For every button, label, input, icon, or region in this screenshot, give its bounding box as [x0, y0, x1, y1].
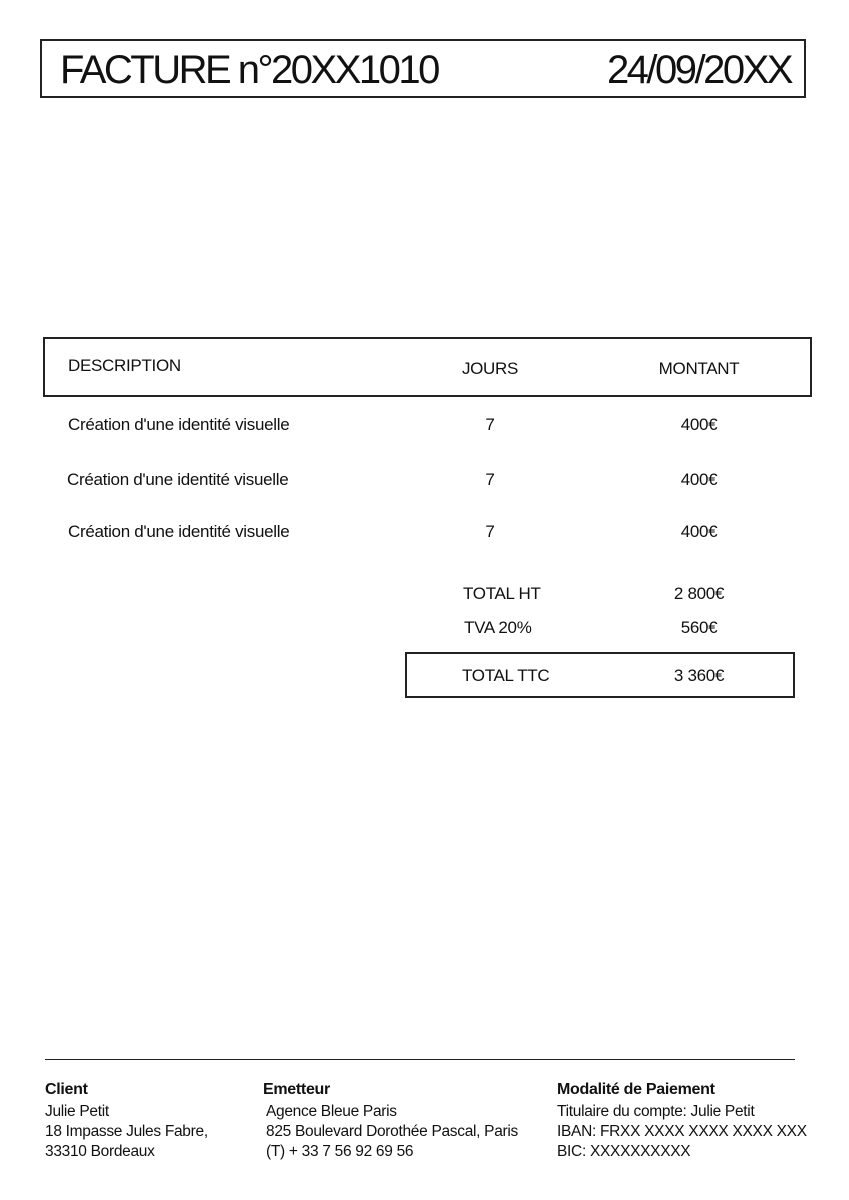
client-heading: Client — [45, 1081, 88, 1098]
column-header-days: JOURS — [461, 359, 519, 378]
footer-issuer — [263, 1081, 518, 1162]
client-street: 18 Impasse Jules Fabre, — [45, 1123, 208, 1140]
tva-value: 560€ — [680, 618, 718, 637]
invoice-title: FACTURE n°20XX1010 — [60, 48, 438, 92]
table-row-3-description: Création d'une identité visuelle — [68, 522, 290, 541]
table-row-2-amount: 400€ — [680, 470, 718, 489]
payment-account-holder: Titulaire du compte: Julie Petit — [557, 1103, 755, 1120]
payment-heading: Modalité de Paiement — [557, 1081, 715, 1098]
issuer-heading: Emetteur — [263, 1081, 330, 1098]
invoice-header — [40, 39, 806, 98]
tva-label: TVA 20% — [464, 618, 532, 637]
total-ht-value: 2 800€ — [673, 584, 725, 603]
table-row-3-amount: 400€ — [680, 522, 718, 541]
table-row-2-description: Création d'une identité visuelle — [67, 470, 289, 489]
invoice-date: 24/09/20XX — [606, 48, 791, 92]
column-header-description: DESCRIPTION — [68, 356, 181, 375]
issuer-phone: (T) + 33 7 56 92 69 56 — [266, 1143, 414, 1160]
column-header-amount: MONTANT — [658, 359, 740, 378]
total-ht-label: TOTAL HT — [463, 584, 541, 603]
client-city: 33310 Bordeaux — [45, 1143, 155, 1160]
total-ttc-label: TOTAL TTC — [462, 666, 550, 685]
table-row-1-days: 7 — [485, 415, 495, 434]
footer-payment — [557, 1081, 807, 1162]
total-ttc-value: 3 360€ — [673, 666, 725, 685]
payment-iban: IBAN: FRXX XXXX XXXX XXXX XXX — [557, 1123, 807, 1140]
footer-client — [45, 1081, 208, 1162]
issuer-name: Agence Bleue Paris — [266, 1103, 397, 1120]
table-row-1-description: Création d'une identité visuelle — [68, 415, 290, 434]
client-name: Julie Petit — [45, 1103, 109, 1120]
payment-bic: BIC: XXXXXXXXXX — [557, 1143, 691, 1160]
table-row-3-days: 7 — [485, 522, 495, 541]
issuer-address: 825 Boulevard Dorothée Pascal, Paris — [266, 1123, 518, 1140]
table-row-2-days: 7 — [485, 470, 495, 489]
table-row-1-amount: 400€ — [680, 415, 718, 434]
footer-divider — [45, 1059, 795, 1060]
